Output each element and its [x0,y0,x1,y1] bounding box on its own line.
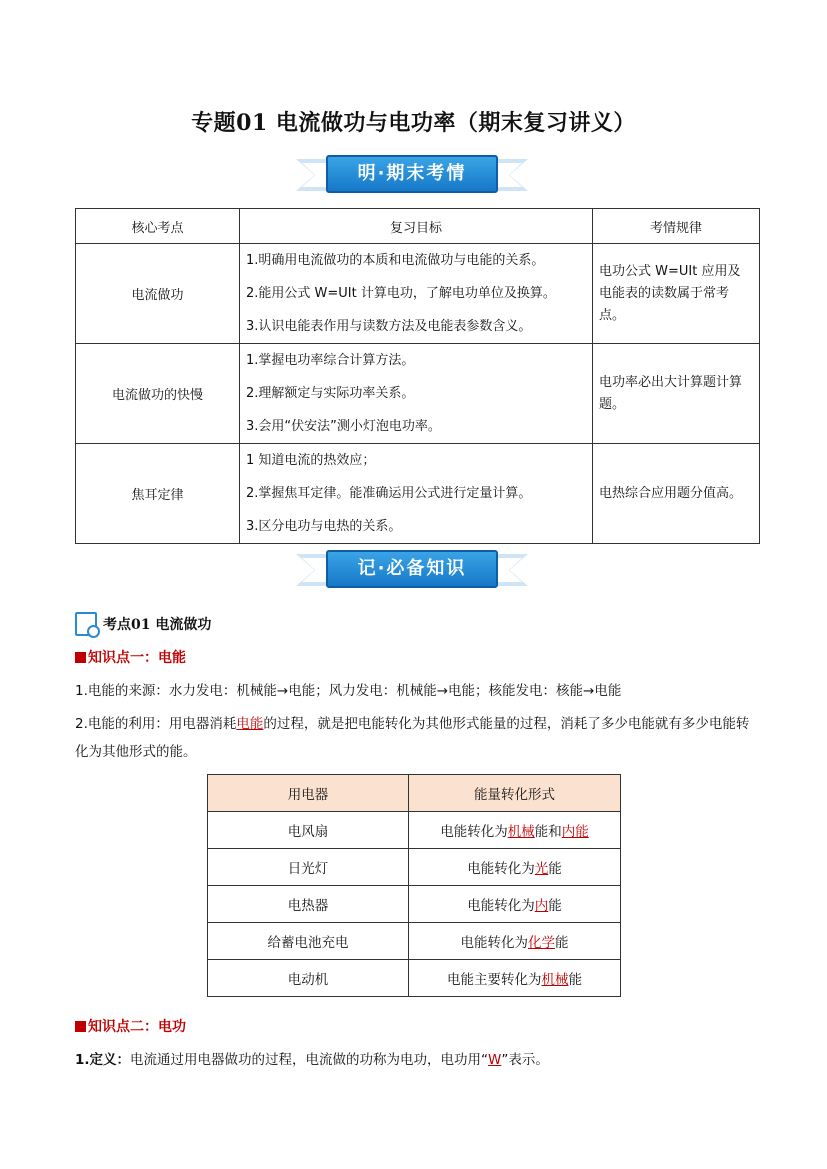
conversion-cell [409,812,621,849]
answer-underline: 光 [534,861,549,877]
square-bullet-icon [75,652,86,663]
topic-cell: 电流做功 [76,244,240,344]
answer-underline: 内 [534,898,549,914]
goal-item: 2.理解额定与实际功率关系。 [246,386,415,401]
goal-item: 2.能用公式 W=UIt 计算电功，了解电功单位及换算。 [246,286,556,301]
knowledge-point-text: 知识点二：电功 [88,1019,186,1035]
table-header-row [208,775,621,812]
table-row [208,886,621,923]
text-span: 电能转化为 [467,861,535,877]
table-row [208,812,621,849]
document-search-icon [75,612,97,636]
table-header: 用电器 [208,775,409,812]
text-span: ”表示。 [501,1052,549,1068]
device-cell: 给蓄电池充电 [208,923,409,960]
energy-conversion-table [207,774,621,997]
answer-underline: W [488,1052,502,1068]
table-header: 能量转化形式 [409,775,621,812]
goals-cell [240,444,593,544]
banner-required-knowledge [296,549,528,591]
text-span: 电能转化为 [440,824,508,840]
text-span: 能和 [534,824,562,840]
device-cell: 电风扇 [208,812,409,849]
answer-underline: 化学 [528,935,555,951]
answer-underline: 机械 [541,972,569,988]
device-cell: 日光灯 [208,849,409,886]
rule-cell: 电功公式 W=UIt 应用及电能表的读数属于常考点。 [593,244,760,344]
table-row [208,849,621,886]
definition-paragraph [75,1048,549,1068]
text-span: 电能转化为 [460,935,528,951]
paragraph: 1.电能的来源：水力发电：机械能→电能；风力发电：机械能→电能；核能发电：核能→电能 [75,683,622,699]
goal-item: 1.掌握电功率综合计算方法。 [246,353,415,368]
text-span: 能 [548,898,562,914]
conversion-cell [409,960,621,997]
goal-item: 1 知道电流的热效应； [246,453,376,468]
text-span: 能 [555,935,569,951]
text-span: 电能主要转化为 [447,972,542,988]
conversion-cell [409,849,621,886]
knowledge-point-heading [75,1016,186,1036]
text-span: 能 [568,972,582,988]
rule-cell: 电热综合应用题分值高。 [593,444,760,544]
page-title: 专题01 电流做功与电功率（期末复习讲义） [191,110,636,136]
text-span: 2.电能的利用：用电器消耗 [75,716,237,732]
topic-cell: 电流做功的快慢 [76,344,240,444]
knowledge-point-heading [75,647,186,667]
goal-item: 3.认识电能表作用与读数方法及电能表参数含义。 [246,319,532,334]
text-span: 电能转化为 [467,898,535,914]
knowledge-point-text: 知识点一：电能 [88,650,186,666]
table-row [208,960,621,997]
section-heading [75,610,211,638]
answer-underline: 机械 [507,824,535,840]
answer-underline: 电能 [236,716,264,732]
rule-cell: 电功率必出大计算题计算题。 [593,344,760,444]
conversion-cell [409,886,621,923]
table-row [76,444,760,544]
table-row [208,923,621,960]
goals-cell [240,244,593,344]
section-heading-text: 考点01 电流做功 [103,617,212,633]
text-span: 的过程，就是把电能转化为其他形式能量的过程，消耗了多少电能就有多少电能转化为其他形式的能。 [75,716,750,760]
table-header: 复习目标 [240,209,593,244]
text-span: 能 [548,861,562,877]
goal-item: 2.掌握焦耳定律。能准确运用公式进行定量计算。 [246,486,532,501]
banner-label: 明·期末考情 [326,155,498,193]
topic-cell: 焦耳定律 [76,444,240,544]
text-span: 电流通过用电器做功的过程，电流做的功称为电功，电功用“ [130,1052,489,1068]
definition-label: 1.定义： [75,1052,131,1068]
square-bullet-icon [75,1021,86,1032]
goal-item: 1.明确用电流做功的本质和电流做功与电能的关系。 [246,253,545,268]
table-header: 核心考点 [76,209,240,244]
device-cell: 电动机 [208,960,409,997]
goal-item: 3.区分电功与电热的关系。 [246,519,402,534]
goal-item: 3.会用“伏安法”测小灯泡电功率。 [246,419,441,434]
table-header-row [76,209,760,244]
table-row [76,344,760,444]
banner-exam-situation [296,154,528,196]
conversion-cell [409,923,621,960]
table-header: 考情规律 [593,209,760,244]
table-row [76,244,760,344]
device-cell: 电热器 [208,886,409,923]
answer-underline: 内能 [561,824,589,840]
paragraph [75,710,755,766]
exam-overview-table [75,208,760,544]
banner-label: 记·必备知识 [326,550,498,588]
goals-cell [240,344,593,444]
